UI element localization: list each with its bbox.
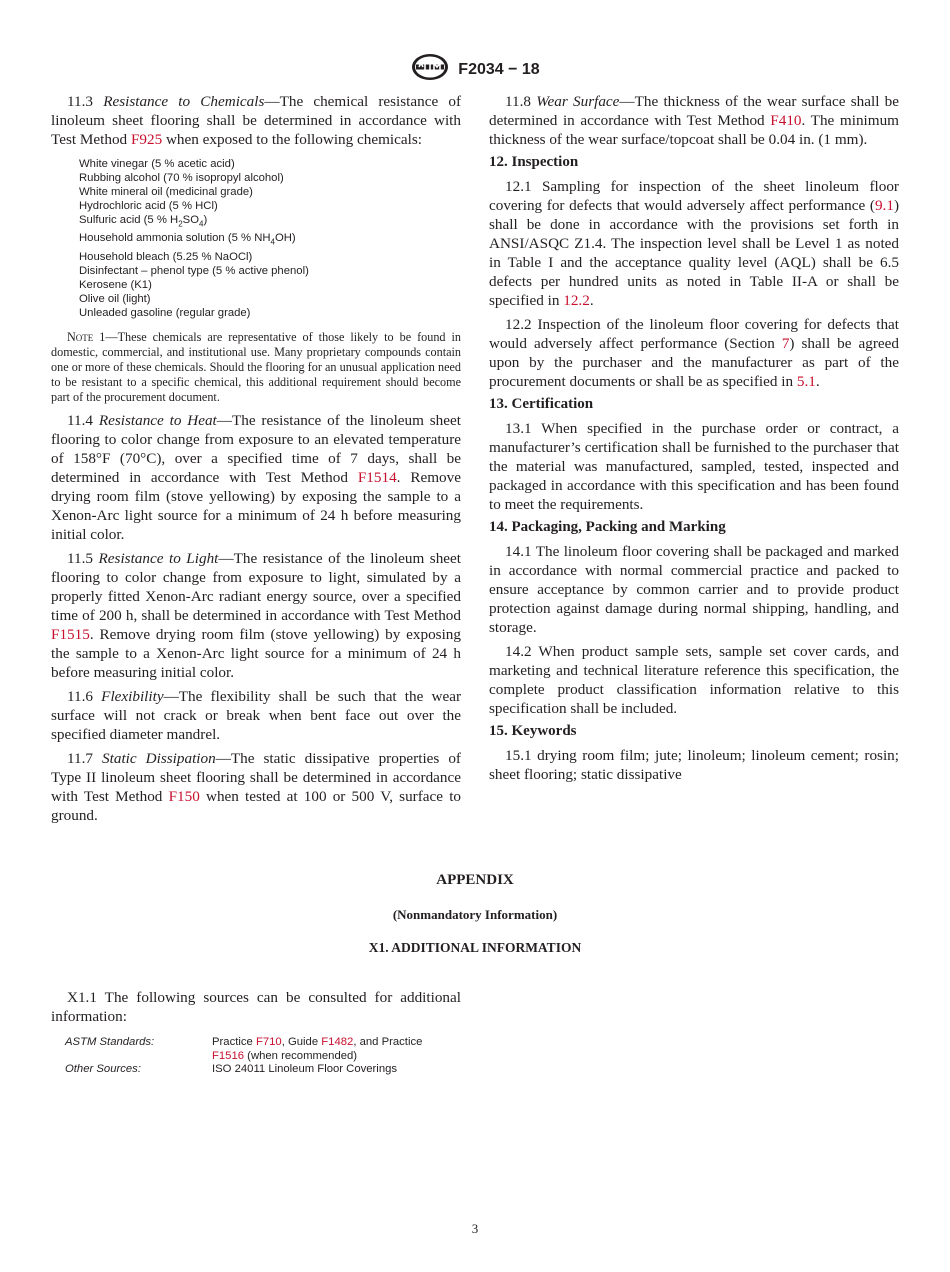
section-11-5: 11.5 Resistance to Light—The resistance of the linoleum sheet flooring to color change from exposure to light, simulated by a properly fitted Xenon-Arc radiant energy source, over a specified time of 200 h, shall be determined in accordance with Test Method F1515. Remove drying room film (stove yellowing) by exposing the sample to a Xenon-Arc light source for a minimum of 24 h before measuring initial color. bbox=[51, 549, 461, 681]
section-11-4: 11.4 Resistance to Heat—The resistance of the linoleum sheet flooring to color change from exposure to an elevated temperature of 158°F (70°C), over a specified time of 7 days, shall be determined in accordance with Test Method F1514. Remove drying room film (stove yellowing) by exposing the sample to a Xenon-Arc light source for a minimum of 24 h before measuring initial color. bbox=[51, 411, 461, 543]
section-12-1: 12.1 Sampling for inspection of the sheet linoleum floor covering for defects that would adversely affect performance (9.1) shall be done in accordance with the provisions set forth in ANSI/ASQC Z1.4. The inspection level shall be Level 1 as noted in Table I and the acceptance quality level (AQL) shall be 6.5 defects per hundred units as noted in Table II-A or shall be specified in 12.2. bbox=[489, 178, 899, 309]
left-column bbox=[51, 92, 461, 825]
astm-logo-icon bbox=[410, 52, 450, 87]
page-header bbox=[0, 52, 950, 87]
link-9-1[interactable]: 9.1 bbox=[874, 197, 894, 214]
appendix-title: APPENDIX bbox=[436, 872, 514, 888]
link-f710[interactable]: F710 bbox=[255, 1036, 282, 1048]
list-item: Unleaded gasoline (regular grade) bbox=[79, 306, 251, 319]
note-1: Note 1—These chemicals are representative of those likely to be found in domestic, commercial, and institutional use. Many proprietary compounds contain one or more of these chemicals. Should the flooring for an unusual application need to be resistant to a specific chemical, this additional requirement should become part of the procurement document. bbox=[51, 329, 461, 404]
list-item: White mineral oil (medicinal grade) bbox=[79, 186, 253, 198]
link-5-1[interactable]: 5.1 bbox=[796, 373, 816, 390]
section-14-2: 14.2 When product sample sets, sample set cover cards, and marketing and technical literature reference this specification, the complete product classification information relative to this specification shall be included. bbox=[489, 643, 899, 717]
link-section-7[interactable]: 7 bbox=[781, 335, 790, 352]
section-x1-1: X1.1 The following sources can be consulted for additional information: bbox=[51, 989, 461, 1025]
table-row bbox=[65, 1036, 442, 1063]
link-f1482[interactable]: F1482 bbox=[321, 1036, 354, 1048]
section-12-2: 12.2 Inspection of the linoleum floor covering for defects that would adversely affect performance (Section 7) shall be agreed upon by the purchaser and the manufacturer as part of the procurement documents or shall be as specified in 5.1. bbox=[489, 316, 899, 390]
chemicals-list bbox=[79, 157, 461, 320]
section-15-1: 15.1 drying room film; jute; linoleum; linoleum cement; rosin; sheet flooring; static dissipative bbox=[489, 747, 899, 783]
section-14-heading: 14. Packaging, Packing and Marking bbox=[489, 519, 726, 535]
right-column bbox=[489, 92, 899, 784]
section-13-heading: 13. Certification bbox=[489, 396, 594, 412]
link-f1515[interactable]: F1515 bbox=[51, 625, 90, 643]
section-11-7: 11.7 Static Dissipation—The static dissipative properties of Type II linoleum sheet flooring shall be determined in accordance with Test Method F150 when tested at 100 or 500 V, surface to ground. bbox=[51, 749, 462, 824]
list-item: White vinegar (5 % acetic acid) bbox=[79, 158, 235, 170]
page-number: 3 bbox=[471, 1221, 479, 1236]
list-item: Household bleach (5.25 % NaOCl) bbox=[79, 250, 253, 263]
list-item: Sulfuric acid (5 % $H_2SO_4$) bbox=[79, 214, 208, 229]
section-11-3: 11.3 Resistance to Chemicals—The chemical resistance of linoleum sheet flooring shall be determined in accordance with Test Method F925 when exposed to the following chemicals: bbox=[51, 93, 462, 148]
section-13-1: 13.1 When specified in the purchase order or contract, a manufacturer’s certification shall be furnished to the purchaser that the material was manufactured, sampled, tested, inspected and packaged in accordance with this specification and has been found to meet the requirements. bbox=[489, 420, 899, 513]
list-item: Rubbing alcohol (70 % isopropyl alcohol) bbox=[79, 172, 284, 184]
section-14-1: 14.1 The linoleum floor covering shall be packaged and marked in accordance with normal commercial practice and packed to ensure acceptance by common carrier and to provide product protection against damage during normal shipping, handling, and storage. bbox=[489, 543, 899, 636]
sources-value: ISO 24011 Linoleum Floor Coverings bbox=[212, 1063, 398, 1075]
appendix-x1-body bbox=[51, 988, 461, 1077]
sources-table bbox=[65, 1036, 442, 1077]
list-item: Disinfectant – phenol type (5 % active phenol) bbox=[79, 264, 309, 277]
section-11-6: 11.6 Flexibility—The flexibility shall be such that the wear surface will not crack or break when bent face out over the specified diameter mandrel. bbox=[51, 687, 462, 743]
list-item: Kerosene (K1) bbox=[79, 278, 152, 291]
link-f1514[interactable]: F1514 bbox=[357, 468, 397, 486]
link-f150[interactable]: F150 bbox=[168, 787, 200, 805]
section-12-heading: 12. Inspection bbox=[489, 154, 579, 170]
document-designation: F2034 − 18 bbox=[458, 60, 540, 78]
section-11-8: 11.8 Wear Surface—The thickness of the wear surface shall be determined in accordance with Test Method F410. The minimum thickness of the wear surface/topcoat shall be 0.04 in. (1 mm). bbox=[489, 93, 899, 148]
list-item: Olive oil (light) bbox=[79, 292, 151, 305]
sources-value: Practice F710, Guide F1482, and Practice F1516 (when recommended) bbox=[212, 1036, 423, 1062]
link-f410[interactable]: F410 bbox=[770, 112, 802, 129]
sources-label: Other Sources: bbox=[65, 1063, 141, 1075]
list-item: Household ammonia solution (5 % $NH_4OH$) bbox=[79, 232, 296, 247]
link-12-2[interactable]: 12.2 bbox=[563, 292, 590, 309]
list-item: Hydrochloric acid (5 % HCl) bbox=[79, 200, 218, 212]
appendix-header bbox=[0, 872, 950, 956]
table-row bbox=[65, 1063, 442, 1077]
link-f1516[interactable]: F1516 bbox=[212, 1049, 245, 1062]
appendix-subtitle: (Nonmandatory Information) bbox=[392, 907, 558, 922]
section-15-heading: 15. Keywords bbox=[489, 723, 577, 739]
link-f925[interactable]: F925 bbox=[130, 131, 163, 148]
appendix-x1-heading: X1. ADDITIONAL INFORMATION bbox=[368, 940, 582, 955]
sources-label: ASTM Standards: bbox=[65, 1036, 155, 1048]
